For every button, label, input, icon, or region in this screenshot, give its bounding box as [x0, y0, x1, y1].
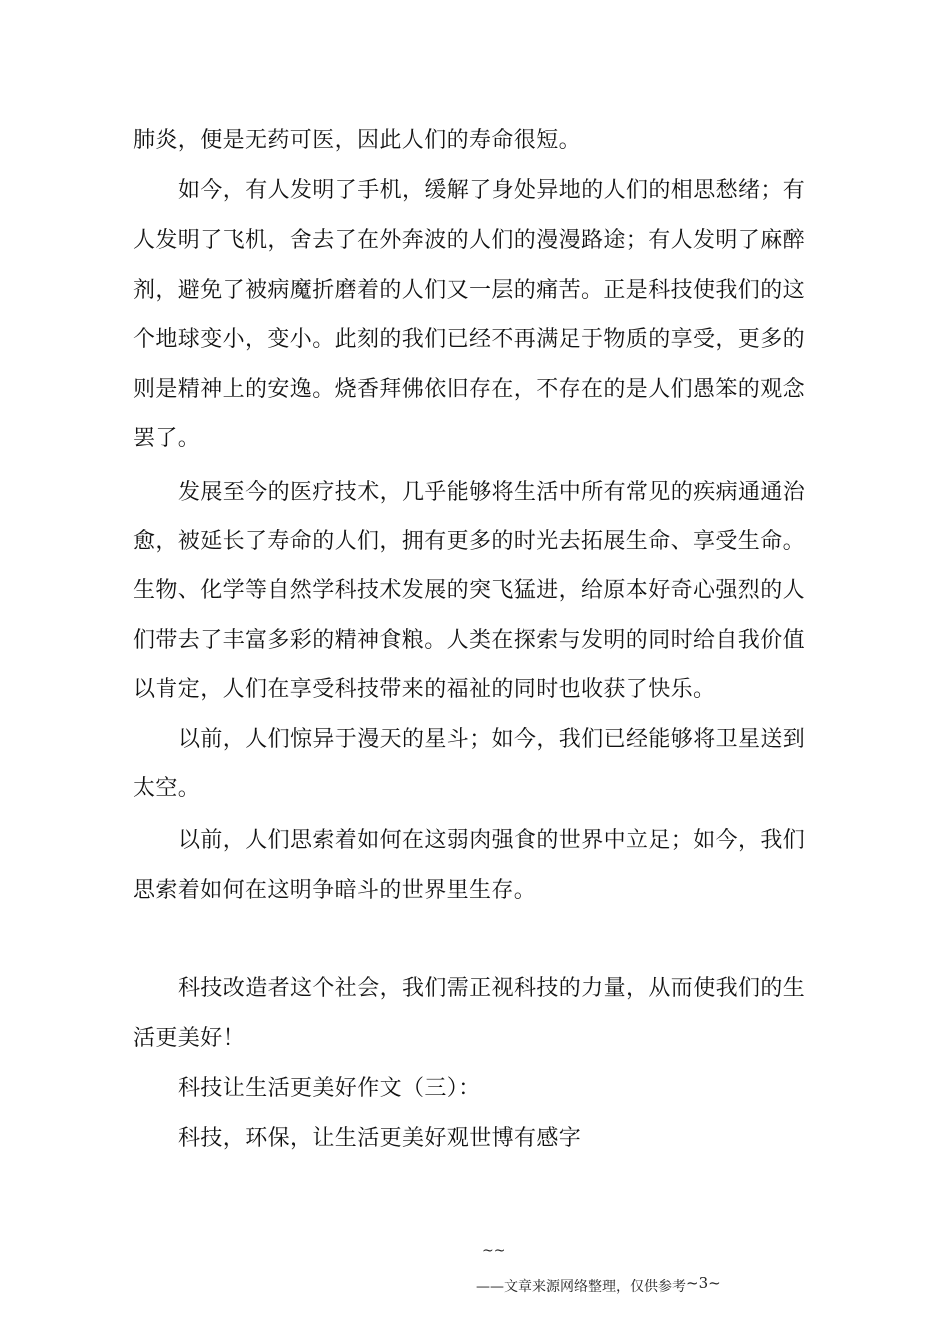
footer-source-note [476, 1276, 721, 1297]
section-heading: 科技让生活更美好作文（三）： [178, 1076, 481, 1101]
text-line: 愈，被延长了寿命的人们，拥有更多的时光去拓展生命、享受生命。 [133, 529, 806, 554]
section-subtitle: 科技，环保，让生活更美好观世博有感字 [178, 1126, 582, 1151]
text-line: 以肯定，人们在享受科技带来的福祉的同时也收获了快乐。 [133, 677, 716, 702]
text-line: 人发明了飞机，舍去了在外奔波的人们的漫漫路途；有人发明了麻醉 [133, 228, 806, 253]
text-line: 思索着如何在这明争暗斗的世界里生存。 [133, 878, 537, 903]
text-line: 发展至今的医疗技术，几乎能够将生活中所有常见的疾病通通治 [178, 480, 806, 505]
page-number: ~3~ [686, 1274, 721, 1292]
text-line: 科技改造者这个社会，我们需正视科技的力量，从而使我们的生 [178, 976, 806, 1001]
text-line: 以前，人们思索着如何在这弱肉强食的世界中立足；如今，我们 [178, 828, 806, 853]
text-line: 剂，避免了被病魔折磨着的人们又一层的痛苦。正是科技使我们的这 [133, 278, 806, 303]
text-line: 罢了。 [133, 426, 201, 451]
footer-source-text: ——文章来源网络整理，仅供参考 [476, 1279, 686, 1295]
text-line: 肺炎，便是无药可医，因此人们的寿命很短。 [133, 128, 582, 153]
text-line: 个地球变小，变小。此刻的我们已经不再满足于物质的享受，更多的 [133, 327, 806, 352]
text-line: 则是精神上的安逸。烧香拜佛依旧存在，不存在的是人们愚笨的观念 [133, 377, 806, 402]
text-line: 以前，人们惊异于漫天的星斗；如今，我们已经能够将卫星送到 [178, 727, 806, 752]
text-line: 生物、化学等自然学科技术发展的突飞猛进，给原本好奇心强烈的人 [133, 578, 806, 603]
text-line: 们带去了丰富多彩的精神食粮。人类在探索与发明的同时给自我价值 [133, 628, 806, 653]
text-line: 太空。 [133, 776, 201, 801]
text-line: 如今，有人发明了手机，缓解了身处异地的人们的相思愁绪；有 [178, 178, 806, 203]
text-line: 活更美好！ [133, 1026, 246, 1051]
footer-tilde: ~~ [482, 1243, 506, 1259]
